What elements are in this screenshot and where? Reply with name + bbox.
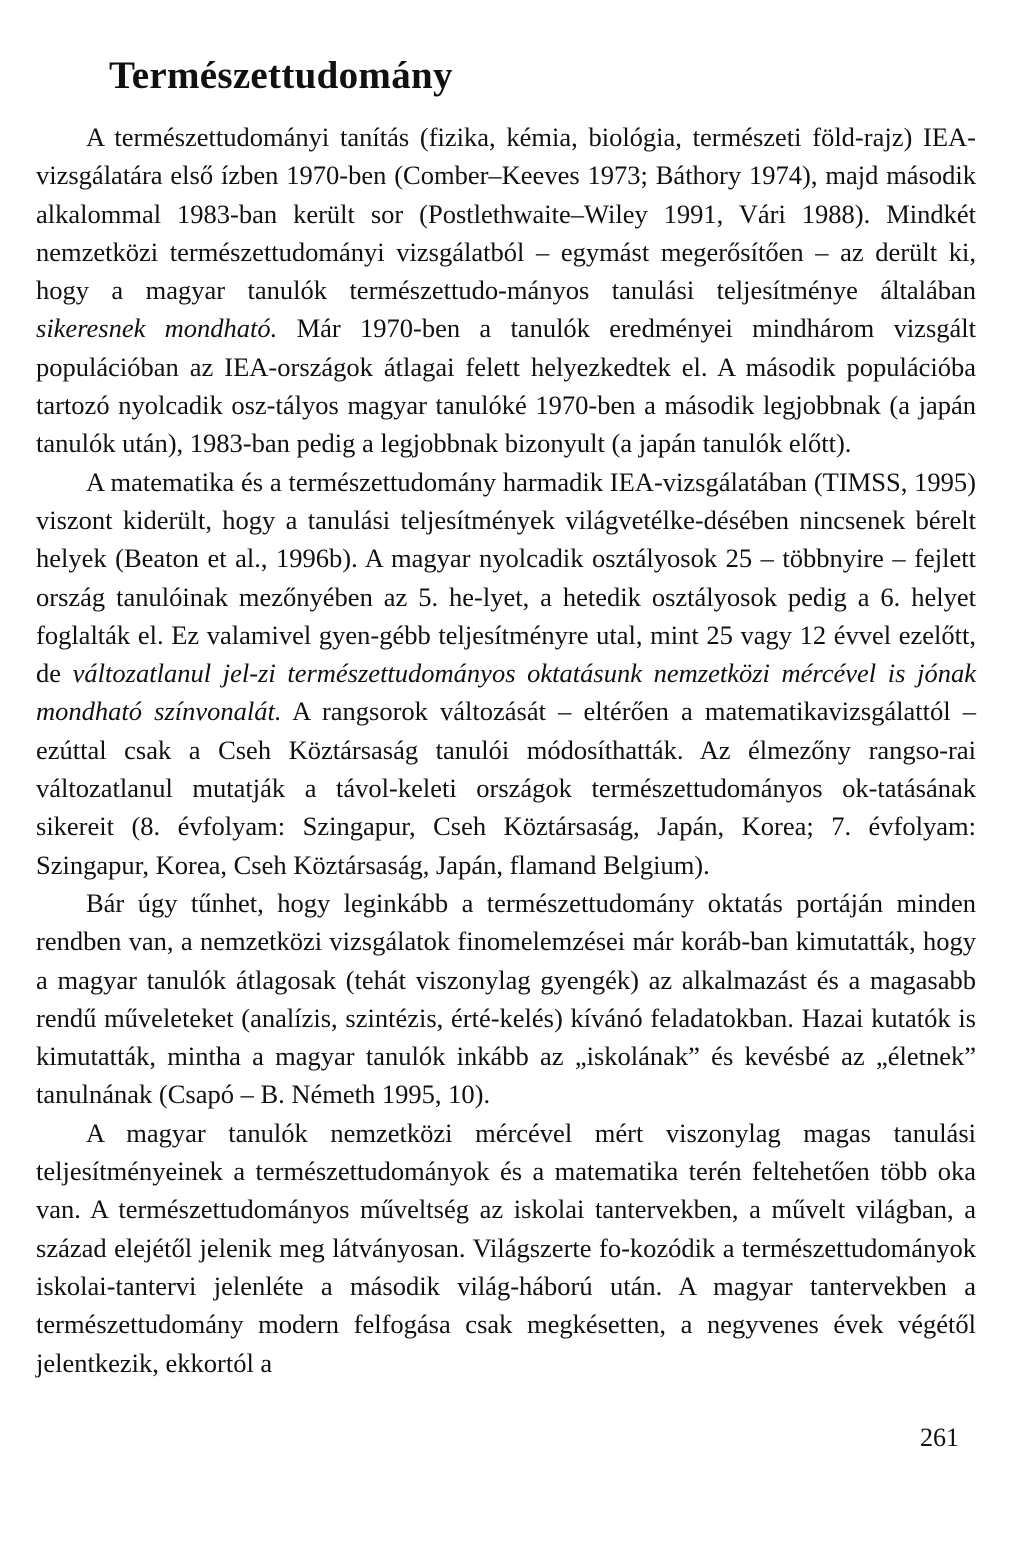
paragraph	[36, 463, 976, 884]
paragraph-text: A magyar tanulók nemzetközi mércével mért viszonylag magas tanulási teljesítményeinek a természettudományok és a matematika terén feltehetően több oka van. A természettudományos műveltség az iskolai tantervekben, a művelt világban, a század elejétől jelenik meg látványosan. Világszerte fo-kozódik a természettudományok iskolai-tantervi jelenléte a második világ-háború után. A magyar tantervekben a természettudomány modern felfogása csak megkésetten, a negyvenes évek végétől jelentkezik, ekkortól a	[36, 1117, 976, 1378]
paragraph-text: Bár úgy tűnhet, hogy leginkább a természettudomány oktatás portáján minden rendben van, a nemzetközi vizsgálatok finomelemzései már koráb-ban kimutatták, hogy a magyar tanulók átlagosak (tehát viszonylag gyengék) az alkalmazást és a magasabb rendű műveleteket (analízis, szintézis, érté-kelés) kívánó feladatokban. Hazai kutatók is kimutatták, mintha a magyar tanulók inkább az „iskolának” és kevésbé az „életnek” tanulnának (Csapó – B. Németh 1995, 10).	[36, 887, 976, 1110]
paragraph	[36, 1114, 976, 1382]
paragraph-text: A rangsorok változását – eltérően a matematikavizsgálattól – ezúttal csak a Cseh Köztársaság tanulói módosíthatták. Az élmezőny rangso-rai változatlanul mutatják a távol-keleti országok természettudományos ok-tatásának sikereit (8. évfolyam: Szingapur, Cseh Köztársaság, Japán, Korea; 7. évfolyam: Szingapur, Korea, Cseh Köztársaság, Japán, flamand Belgium).	[36, 696, 976, 880]
page-title: Természettudomány	[109, 54, 453, 97]
paragraph	[36, 884, 976, 1114]
paragraph	[36, 118, 976, 463]
emphasized-text: sikeresnek mondható.	[36, 313, 278, 344]
paragraph-text: A matematika és a természettudomány harmadik IEA-vizsgálatában (TIMSS, 1995) viszont kiderült, hogy a tanulási teljesítmények világvetélke-désében nincsenek bérelt helyek (Beaton et al., 1996b). A magyar nyolcadik osztályosok 25 – többnyire – fejlett ország tanulóinak mezőnyében az 5. he-lyet, a hetedik osztályosok pedig a 6. helyet foglalták el. Ez valamivel gyen-gébb teljesítményre utal, mint 25 vagy 12 évvel ezelőtt, de	[36, 466, 976, 689]
document-page	[36, 52, 976, 1382]
page-number: 261	[920, 1423, 959, 1452]
emphasized-text: változatlanul jel-zi természettudományos oktatásunk nemzetközi mércével is jónak mondható színvonalát.	[36, 658, 977, 727]
paragraph-text: Már 1970-ben a tanulók eredményei mindhárom vizsgált populációban az IEA-országok átlagai felett helyezkedtek el. A második populációba tartozó nyolcadik osz-tályos magyar tanulóké 1970-ben a második legjobbnak (a japán tanulók után), 1983-ban pedig a legjobbnak bizonyult (a japán tanulók előtt).	[36, 313, 976, 459]
paragraph-text: A természettudományi tanítás (fizika, kémia, biológia, természeti föld-rajz) IEA-vizsgálatára első ízben 1970-ben (Comber–Keeves 1973; Báthory 1974), majd második alkalommal 1983-ban került sor (Postlethwaite–Wiley 1991, Vári 1988). Mindkét nemzetközi természettudományi vizsgálatból – egymást megerősítően – az derült ki, hogy a magyar tanulók természettudo-mányos tanulási teljesítménye általában	[36, 122, 976, 306]
body-text	[36, 118, 976, 1382]
